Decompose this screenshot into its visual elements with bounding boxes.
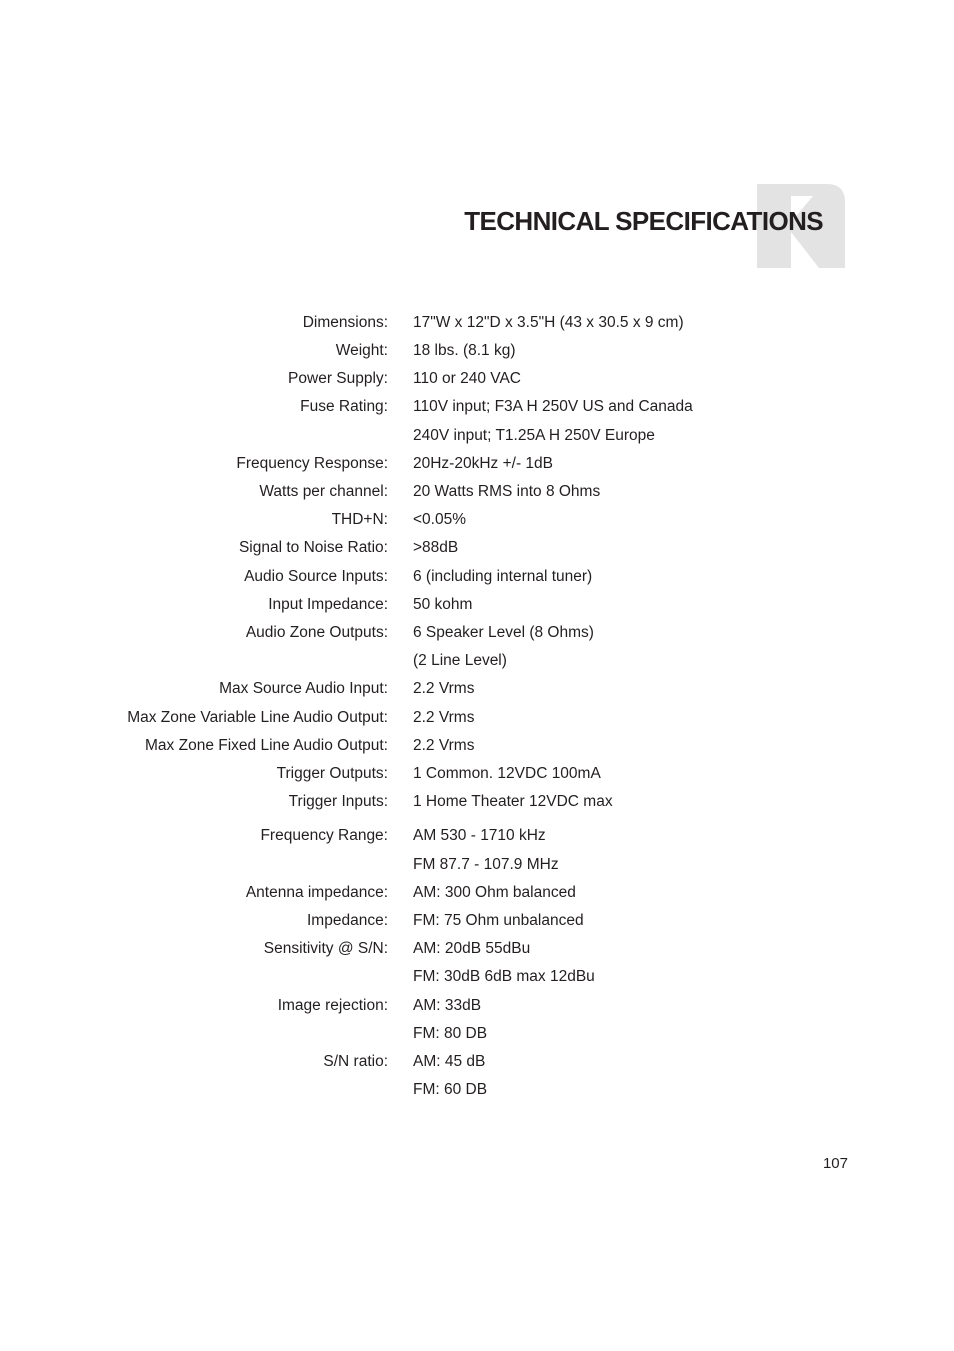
spec-label: Sensitivity @ S/N:	[263, 940, 388, 957]
spec-label: Antenna impedance:	[245, 884, 388, 901]
spec-value: 20 Watts RMS into 8 Ohms	[413, 483, 601, 500]
spec-label: Weight:	[335, 342, 388, 359]
spec-row	[0, 311, 954, 335]
spec-label: THD+N:	[331, 511, 388, 528]
spec-value: 50 kohm	[413, 596, 473, 613]
spec-row	[0, 881, 954, 905]
spec-row	[0, 621, 954, 645]
spec-row	[0, 1050, 954, 1074]
spec-label: Max Zone Variable Line Audio Output:	[127, 709, 388, 726]
spec-row	[0, 508, 954, 532]
spec-value: FM: 75 Ohm unbalanced	[413, 912, 584, 929]
spec-row	[0, 536, 954, 560]
spec-label: Frequency Range:	[260, 827, 388, 844]
spec-value: 18 lbs. (8.1 kg)	[413, 342, 516, 359]
spec-row	[0, 734, 954, 758]
spec-value: 20Hz-20kHz +/- 1dB	[413, 455, 553, 472]
spec-value: 240V input; T1.25A H 250V Europe	[413, 427, 655, 444]
spec-row	[0, 909, 954, 933]
spec-value: >88dB	[413, 539, 459, 556]
spec-row	[0, 367, 954, 391]
spec-value: 6 (including internal tuner)	[413, 568, 593, 585]
spec-row	[0, 790, 954, 814]
spec-row	[0, 853, 954, 877]
spec-value: 1 Common. 12VDC 100mA	[413, 765, 601, 782]
page-number: 107	[822, 1155, 848, 1172]
spec-label: Signal to Noise Ratio:	[238, 539, 388, 556]
spec-label: Trigger Inputs:	[288, 793, 388, 810]
spec-value: AM 530 - 1710 kHz	[413, 827, 546, 844]
spec-value: <0.05%	[413, 511, 467, 528]
spec-row	[0, 395, 954, 419]
spec-row	[0, 965, 954, 989]
spec-row	[0, 1078, 954, 1102]
spec-label: Max Source Audio Input:	[219, 680, 388, 697]
spec-row	[0, 706, 954, 730]
spec-value: 17"W x 12"D x 3.5"H (43 x 30.5 x 9 cm)	[413, 314, 684, 331]
spec-label: Dimensions:	[302, 314, 388, 331]
spec-label: Frequency Response:	[236, 455, 388, 472]
spec-label: Image rejection:	[277, 997, 388, 1014]
spec-value: 6 Speaker Level (8 Ohms)	[413, 624, 594, 641]
spec-label: S/N ratio:	[323, 1053, 388, 1070]
spec-value: 2.2 Vrms	[413, 737, 475, 754]
spec-label: Audio Source Inputs:	[244, 568, 388, 585]
spec-value: 110V input; F3A H 250V US and Canada	[413, 398, 693, 415]
spec-value: AM: 33dB	[413, 997, 482, 1014]
spec-row	[0, 339, 954, 363]
spec-label: Fuse Rating:	[300, 398, 388, 415]
spec-label: Watts per channel:	[259, 483, 388, 500]
spec-row	[0, 824, 954, 848]
spec-label: Audio Zone Outputs:	[245, 624, 388, 641]
spec-row	[0, 762, 954, 786]
spec-label: Input Impedance:	[268, 596, 388, 613]
spec-row	[0, 452, 954, 476]
spec-label: Impedance:	[307, 912, 388, 929]
spec-value: 110 or 240 VAC	[413, 370, 521, 387]
spec-row	[0, 593, 954, 617]
spec-row	[0, 649, 954, 673]
spec-row	[0, 424, 954, 448]
spec-row	[0, 1022, 954, 1046]
spec-value: FM 87.7 - 107.9 MHz	[413, 856, 559, 873]
spec-label: Max Zone Fixed Line Audio Output:	[145, 737, 388, 754]
spec-value: AM: 45 dB	[413, 1053, 486, 1070]
spec-row	[0, 565, 954, 589]
spec-label: Power Supply:	[288, 370, 388, 387]
spec-label: Trigger Outputs:	[276, 765, 388, 782]
spec-value: FM: 60 DB	[413, 1081, 488, 1098]
spec-value: AM: 20dB 55dBu	[413, 940, 531, 957]
spec-value: FM: 80 DB	[413, 1025, 488, 1042]
spec-row	[0, 994, 954, 1018]
spec-row	[0, 937, 954, 961]
spec-value: 2.2 Vrms	[413, 680, 475, 697]
spec-value: FM: 30dB 6dB max 12dBu	[413, 968, 595, 985]
spec-row	[0, 677, 954, 701]
spec-value: (2 Line Level)	[413, 652, 507, 669]
spec-value: 1 Home Theater 12VDC max	[413, 793, 613, 810]
spec-value: AM: 300 Ohm balanced	[413, 884, 576, 901]
page-title: TECHNICAL SPECIFICATIONS	[464, 206, 823, 236]
spec-row	[0, 480, 954, 504]
spec-value: 2.2 Vrms	[413, 709, 475, 726]
